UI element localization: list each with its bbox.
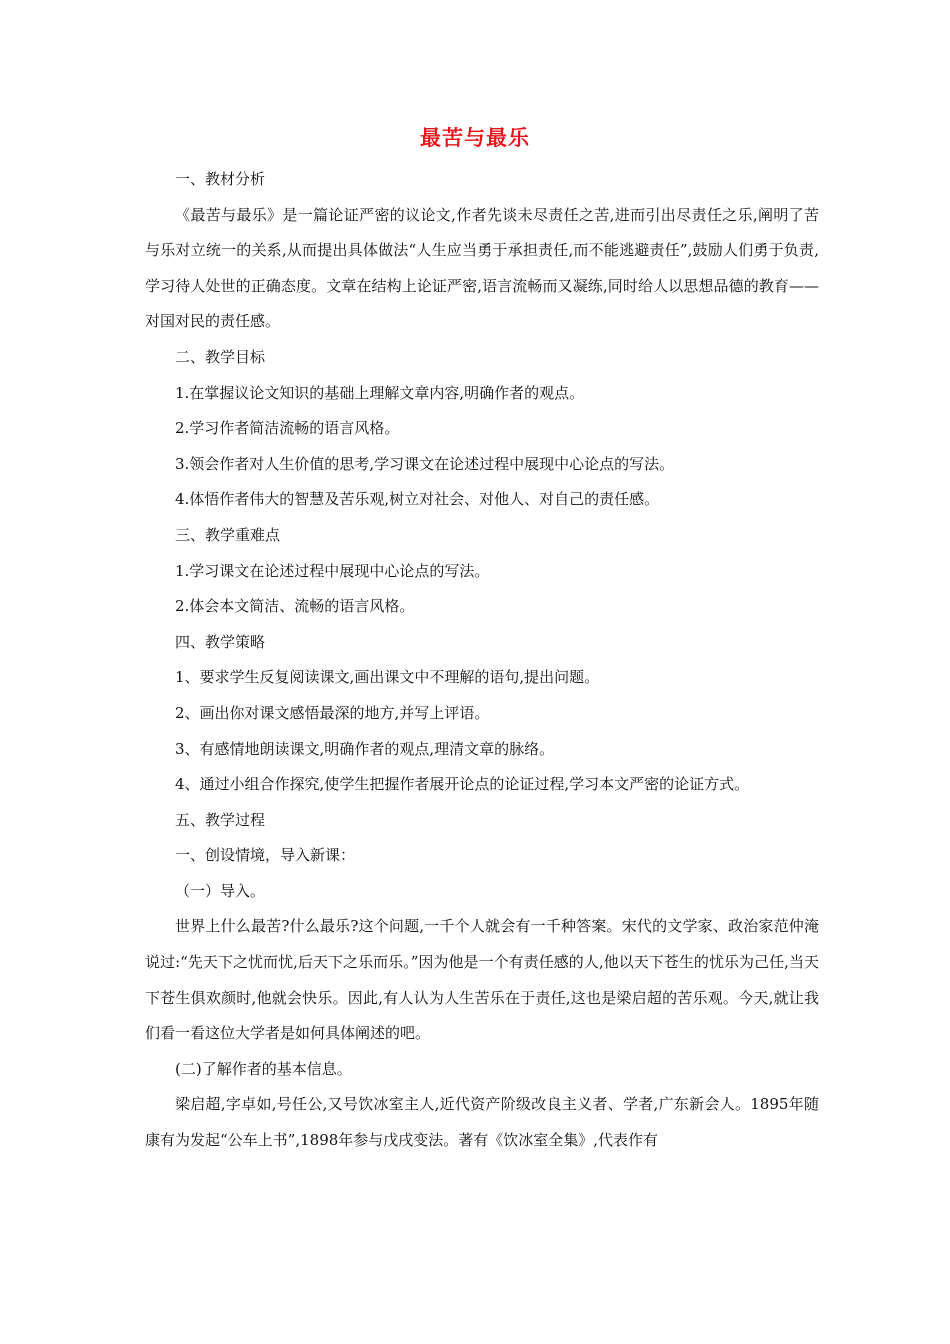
list-item: 1.在掌握议论文知识的基础上理解文章内容,明确作者的观点。 — [175, 383, 585, 402]
section-heading: 三、教学重难点 — [175, 525, 281, 544]
list-item: 2、画出你对课文感悟最深的地方,并写上评语。 — [175, 703, 490, 722]
paragraph: 《最苦与最乐》是一篇论证严密的议论文,作者先谈未尽责任之苦,进而引出尽责任之乐,阐明了苦与乐对立统一的关系,从而提出具体做法“人生应当勇于承担责任,而不能逃避责任”,鼓励人们勇于负责,学习待人处世的正确态度。文章在结构上论证严密,语言流畅而又凝练,同时给人以思想品德的教育——对国对民的责任感。 — [145, 205, 819, 331]
list-item: 1.学习课文在论述过程中展现中心论点的写法。 — [175, 561, 490, 580]
list-item: 4、通过小组合作探究,使学生把握作者展开论点的论证过程,学习本文严密的论证方式。 — [175, 775, 750, 794]
list-item: 1、要求学生反复阅读课文,画出课文中不理解的语句,提出问题。 — [175, 668, 600, 687]
subsection-heading: (二)了解作者的基本信息。 — [175, 1059, 352, 1078]
section-heading: 四、教学策略 — [175, 632, 266, 651]
section-heading: 二、教学目标 — [175, 347, 266, 366]
document-body — [145, 162, 819, 1159]
list-item: 2.学习作者简洁流畅的语言风格。 — [175, 419, 400, 438]
subsection-heading: 一、创设情境，导入新课： — [175, 846, 356, 865]
document-title: 最苦与最乐 — [420, 126, 530, 150]
paragraph: 世界上什么最苦?什么最乐?这个问题,一千个人就会有一千种答案。宋代的文学家、政治家范仲淹说过:“先天下之忧而忧,后天下之乐而乐。”因为他是一个有责任感的人,他以天下苍生的忧乐为己任,当天下苍生俱欢颜时,他就会快乐。因此,有人认为人生苦乐在于责任,这也是梁启超的苦乐观。今天,就让我们看一看这位大学者是如何具体阐述的吧。 — [145, 917, 819, 1043]
section-heading: 五、教学过程 — [175, 810, 266, 829]
list-item: 4.体悟作者伟大的智慧及苦乐观,树立对社会、对他人、对自己的责任感。 — [175, 490, 660, 509]
list-item: 3.领会作者对人生价值的思考,学习课文在论述过程中展现中心论点的写法。 — [175, 454, 675, 473]
list-item: 2.体会本文简洁、流畅的语言风格。 — [175, 597, 415, 616]
list-item: 3、有感情地朗读课文,明确作者的观点,理清文章的脉络。 — [175, 739, 555, 758]
section-heading: 一、教材分析 — [175, 170, 266, 188]
paragraph: 梁启超,字卓如,号任公,又号饮冰室主人,近代资产阶级改良主义者、学者,广东新会人。1895年随康有为发起“公车上书”,1898年参与戊戌变法。著有《饮冰室全集》,代表作有 — [145, 1095, 819, 1150]
subsection-heading: （一）导入。 — [175, 881, 266, 900]
